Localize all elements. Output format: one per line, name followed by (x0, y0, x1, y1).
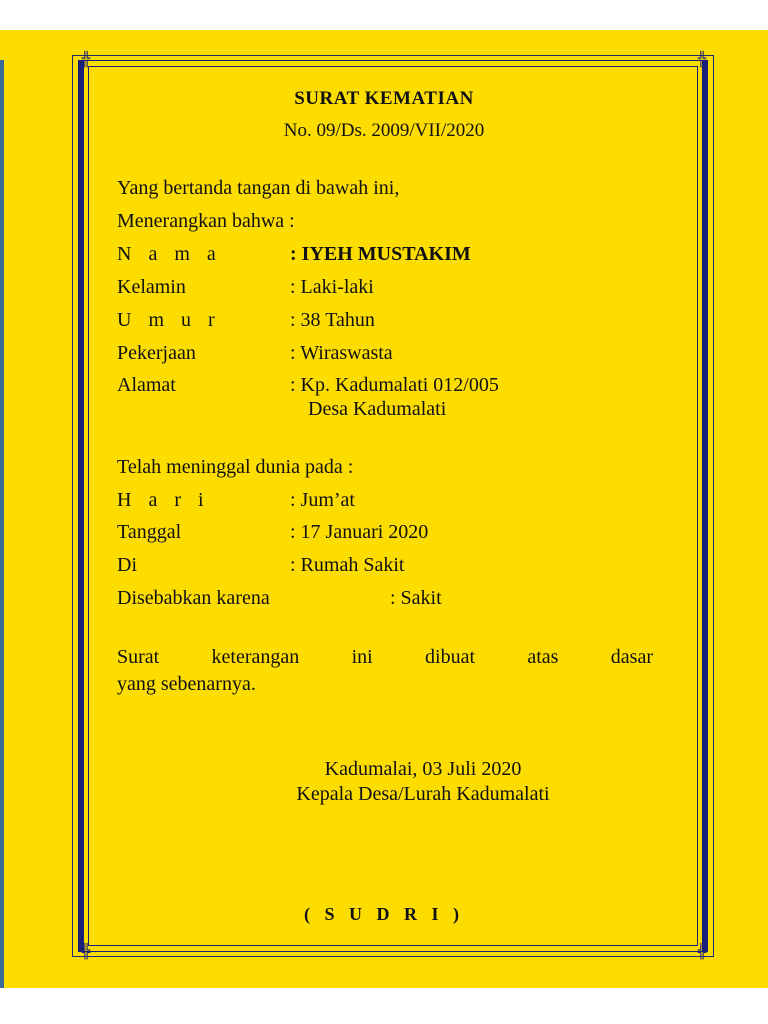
signer-name: ( S U D R I ) (303, 904, 464, 924)
job-label: Pekerjaan (117, 342, 196, 364)
place-date: Kadumalai, 03 Juli 2020 (324, 758, 522, 780)
address-value-line-2: Desa Kadumalati (308, 398, 447, 420)
address-label: Alamat (117, 374, 176, 396)
name-label: N a m a (117, 243, 222, 265)
death-intro: Telah meninggal dunia pada : (117, 456, 354, 478)
cause-value: : Sakit (390, 587, 442, 609)
signer-title: Kepala Desa/Lurah Kadumalati (296, 783, 550, 805)
cause-label: Disebabkan karena (117, 587, 270, 609)
document-title: SURAT KEMATIAN (294, 88, 474, 109)
document-number: No. 09/Ds. 2009/VII/2020 (283, 120, 485, 141)
address-value: : Kp. Kadumalati 012/005 (290, 374, 499, 396)
corner-ornament-icon: ╬ (81, 944, 91, 960)
intro-line: Yang bertanda tangan di bawah ini, (117, 177, 400, 199)
place-value: : Rumah Sakit (290, 554, 405, 576)
gender-value: : Laki-laki (290, 276, 374, 298)
closing-line: yang sebenarnya. (117, 673, 256, 695)
top-margin (0, 0, 768, 30)
date-value: : 17 Januari 2020 (290, 521, 429, 543)
name-value: : IYEH MUSTAKIM (290, 243, 471, 265)
closing-paragraph (117, 644, 653, 698)
left-edge-stripe (0, 60, 4, 988)
intro-line: Menerangkan bahwa : (117, 210, 295, 232)
day-value: : Jum’at (290, 489, 355, 511)
gender-label: Kelamin (117, 276, 186, 298)
place-label: Di (117, 554, 137, 576)
age-label: U m u r (117, 309, 221, 331)
corner-ornament-icon: ╬ (697, 944, 707, 960)
day-label: H a r i (117, 489, 210, 511)
date-label: Tanggal (117, 521, 182, 543)
corner-ornament-icon: ╬ (697, 52, 707, 68)
corner-ornament-icon: ╬ (81, 52, 91, 68)
job-value: : Wiraswasta (290, 342, 393, 364)
age-value: : 38 Tahun (290, 309, 375, 331)
bottom-margin (0, 988, 768, 1024)
closing-line: Surat keterangan ini dibuat atas dasar (117, 646, 653, 668)
